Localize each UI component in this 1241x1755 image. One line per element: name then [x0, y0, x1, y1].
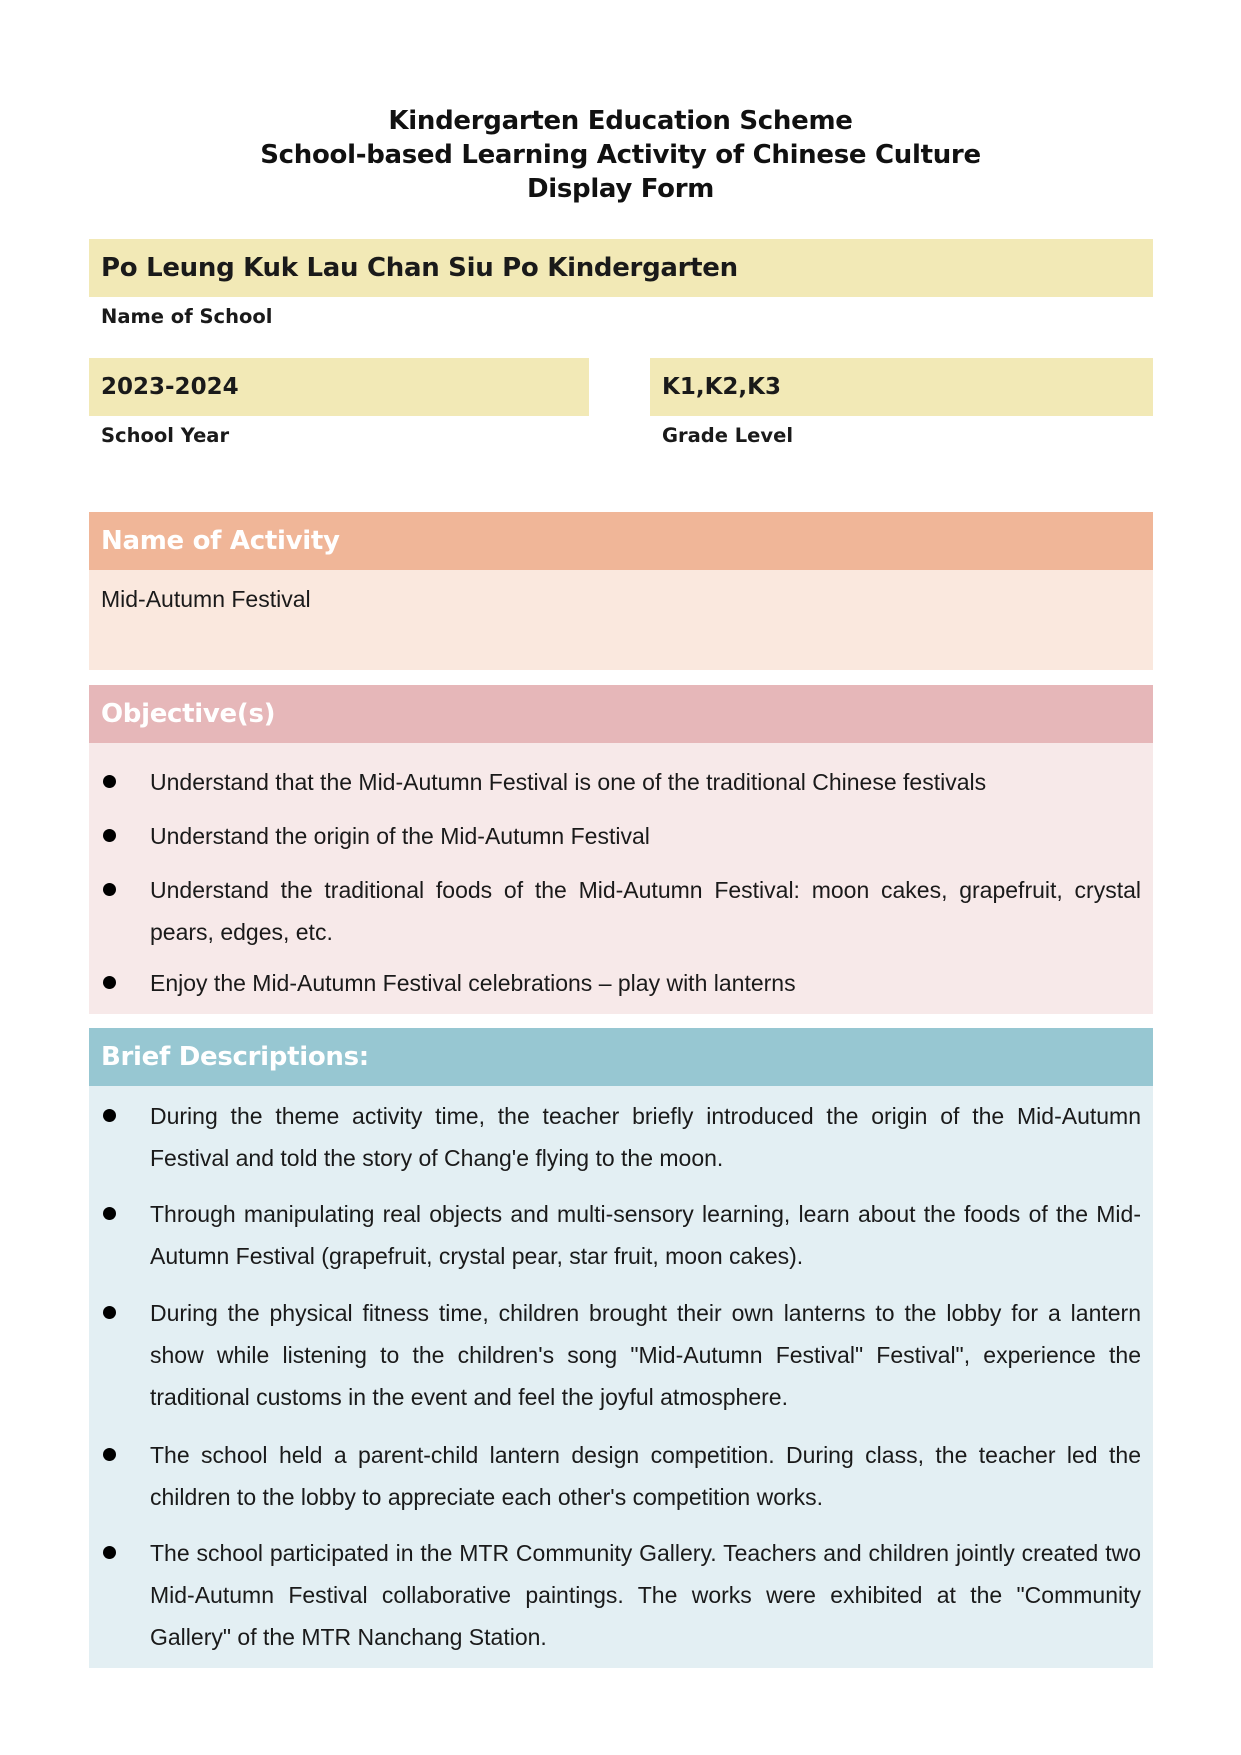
grade-level-label: Grade Level: [662, 424, 794, 447]
objective-text: Understand the traditional foods of the Mid-Autumn Festival: moon cakes, grapefruit, crystal pears, edges, etc.: [150, 877, 1141, 945]
description-text: The school participated in the MTR Community Gallery. Teachers and children jointly created two Mid-Autumn Festival collaborative paintings. The works were exhibited at the "Community Gallery" of the MTR Nanchang Station.: [150, 1540, 1141, 1650]
bullet-icon: [103, 775, 116, 788]
descriptions-section-body: [89, 1086, 1153, 1668]
objectives-section-header: [89, 685, 1153, 743]
bullet-icon: [103, 829, 116, 842]
description-text: Through manipulating real objects and multi-sensory learning, learn about the foods of the Mid-Autumn Festival (grapefruit, crystal pear, star fruit, moon cakes).: [150, 1201, 1141, 1269]
bullet-icon: [103, 1448, 116, 1461]
school-name-value: Po Leung Kuk Lau Chan Siu Po Kindergarten: [101, 253, 738, 283]
description-text: The school held a parent-child lantern design competition. During class, the teacher led the children to the lobby to appreciate each other's competition works.: [150, 1442, 1141, 1510]
header-title-line-2: School-based Learning Activity of Chinese Culture: [260, 140, 981, 170]
description-text: During the physical fitness time, children brought their own lanterns to the lobby for a lantern show while listening to the children's song "Mid-Autumn Festival" Festival", experience the traditional customs in the event and feel the joyful atmosphere.: [150, 1300, 1141, 1410]
objective-text: Understand the origin of the Mid-Autumn Festival: [150, 823, 650, 849]
header-title-line-3: Display Form: [526, 174, 715, 204]
descriptions-list: [89, 1086, 1153, 1668]
description-text: During the theme activity time, the teacher briefly introduced the origin of the Mid-Autumn Festival and told the story of Chang'e flying to the moon.: [150, 1103, 1141, 1171]
school-year-field: [89, 358, 589, 416]
activity-section-title: Name of Activity: [101, 526, 340, 556]
bullet-icon: [103, 1306, 116, 1319]
bullet-icon: [103, 883, 116, 896]
activity-section-header: [89, 512, 1153, 570]
school-name-label: Name of School: [101, 305, 273, 328]
objectives-section-title: Objective(s): [101, 699, 276, 729]
objectives-section-body: [89, 743, 1153, 1014]
activity-name: Mid-Autumn Festival: [101, 586, 311, 612]
activity-section-body: [89, 570, 1153, 670]
form-header: [0, 104, 1241, 206]
bullet-icon: [103, 1546, 116, 1559]
objective-text: Understand that the Mid-Autumn Festival is one of the traditional Chinese festivals: [150, 769, 987, 795]
descriptions-section-title: Brief Descriptions:: [101, 1042, 369, 1072]
bullet-icon: [103, 1207, 116, 1220]
grade-level-field: [650, 358, 1153, 416]
grade-level-value: K1,K2,K3: [662, 374, 781, 400]
objectives-list: [89, 743, 1153, 1014]
objective-text: Enjoy the Mid-Autumn Festival celebrations – play with lanterns: [150, 970, 796, 996]
bullet-icon: [103, 976, 116, 989]
header-title-line-1: Kindergarten Education Scheme: [388, 106, 853, 136]
school-name-field: [89, 239, 1153, 297]
descriptions-section-header: [89, 1028, 1153, 1086]
school-year-value: 2023-2024: [101, 374, 239, 400]
bullet-icon: [103, 1109, 116, 1122]
school-year-label: School Year: [101, 424, 230, 447]
